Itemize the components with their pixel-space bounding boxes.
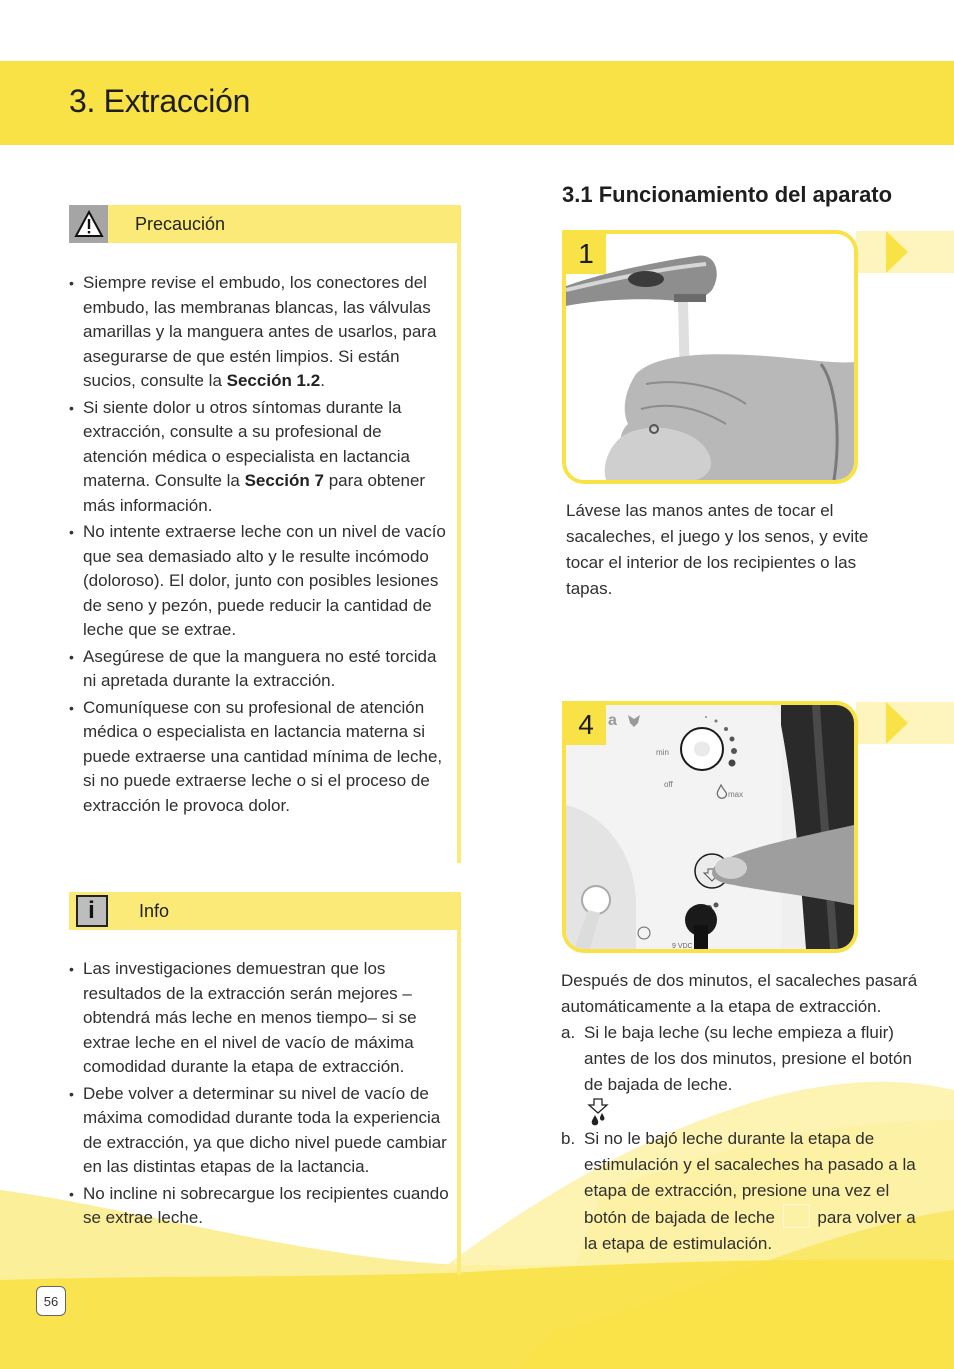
next-arrow-icon — [886, 231, 908, 273]
caution-item: • Si siente dolor u otros síntomas durante la extracción, consulte a su profesional de atención médica o especialista en lactancia materna. Consulte la Sección 7 para obtener más información. — [69, 396, 449, 519]
next-arrow-icon — [886, 702, 908, 744]
caution-item: • Siempre revise el embudo, los conectores del embudo, las membranas blancas, las válvulas amarillas y la manguera antes de usarlos, para asegurarse de que estén limpios. Si están sucios, consulte la Sección 1.2. — [69, 271, 449, 394]
info-sidebar-bar — [457, 930, 461, 1275]
caution-title: Precaución — [135, 214, 226, 234]
caution-item: • No intente extraerse leche con un nivel de vacío que sea demasiado alto y le resulte incómodo (doloroso). El dolor, junto con posibles lesiones de seno y pezón, puede reducir la cantidad de leche que se extrae. — [69, 520, 449, 643]
step-number-badge: 1 — [566, 234, 606, 274]
svg-text:9 VDC: 9 VDC — [672, 943, 693, 949]
info-list — [69, 957, 449, 1233]
info-icon: i — [72, 892, 111, 930]
step-1-text: Lávese las manos antes de tocar el sacaleches, el juego y los senos, y evite tocar el interior de los recipientes o las tapas. — [566, 501, 869, 598]
step-4-text — [561, 968, 921, 1257]
info-item: • Debe volver a determinar su nivel de vacío de máxima comodidad durante toda la experiencia de extracción, ya que dicho nivel puede cambiar en las distintas etapas de la lactancia. — [69, 1082, 449, 1180]
option-b: b. Si no le bajó leche durante la etapa de estimulación y el sacaleches ha pasado a la etapa de extracción, presione una vez el botón de bajada de leche para volver a la etapa de estimulación. — [561, 1129, 916, 1253]
info-title: Info — [139, 901, 170, 921]
step-4-frame — [562, 701, 858, 953]
step-4-options — [561, 1020, 921, 1257]
hand-washing-photo — [566, 234, 854, 480]
warning-triangle-icon — [69, 205, 108, 243]
caution-sidebar-bar — [457, 243, 461, 863]
svg-text:off: off — [664, 780, 673, 789]
svg-text:min: min — [656, 748, 669, 757]
caution-item: • Comuníquese con su profesional de atención médica o especialista en lactancia materna si puede extraerse una cantidad mínima de leche, si no puede extraerse leche o si el proceso de extracción le provoca dolor. — [69, 696, 449, 819]
caution-item: • Asegúrese de que la manguera no esté torcida ni apretada durante la extracción. — [69, 645, 449, 694]
step-1-frame — [562, 230, 858, 484]
step-number-badge: 4 — [566, 705, 606, 745]
step-4-arrow-band — [856, 702, 954, 744]
pump-let-down-button-photo — [566, 705, 854, 949]
page-title: 3. Extracción — [69, 83, 251, 119]
info-item: • Las investigaciones demuestran que los resultados de la extracción serán mejores –obtendrá más leche en menos tiempo– si se extrae leche en el nivel de vacío de máxima comodidad durante la etapa de extracción. — [69, 957, 449, 1080]
section-title: 3.1 Funcionamiento del aparato — [562, 182, 893, 207]
caution-header — [69, 205, 461, 243]
option-a: a. Si le baja leche (su leche empieza a fluir) antes de los dos minutos, presione el botón de bajada de leche. — [561, 1020, 921, 1126]
svg-text:max: max — [728, 790, 744, 799]
let-down-button-inline-icon — [783, 1204, 810, 1228]
step-4-intro: Después de dos minutos, el sacaleches pasará automáticamente a la etapa de extracción. — [561, 971, 918, 1016]
step-1-arrow-band — [856, 231, 954, 273]
page-number: 56 — [36, 1286, 66, 1316]
caution-list — [69, 271, 449, 820]
let-down-drops-icon — [586, 1098, 610, 1126]
info-header — [69, 892, 461, 930]
svg-text:a: a — [608, 712, 617, 729]
info-item: • No incline ni sobrecargue los recipientes cuando se extrae leche. — [69, 1182, 449, 1231]
